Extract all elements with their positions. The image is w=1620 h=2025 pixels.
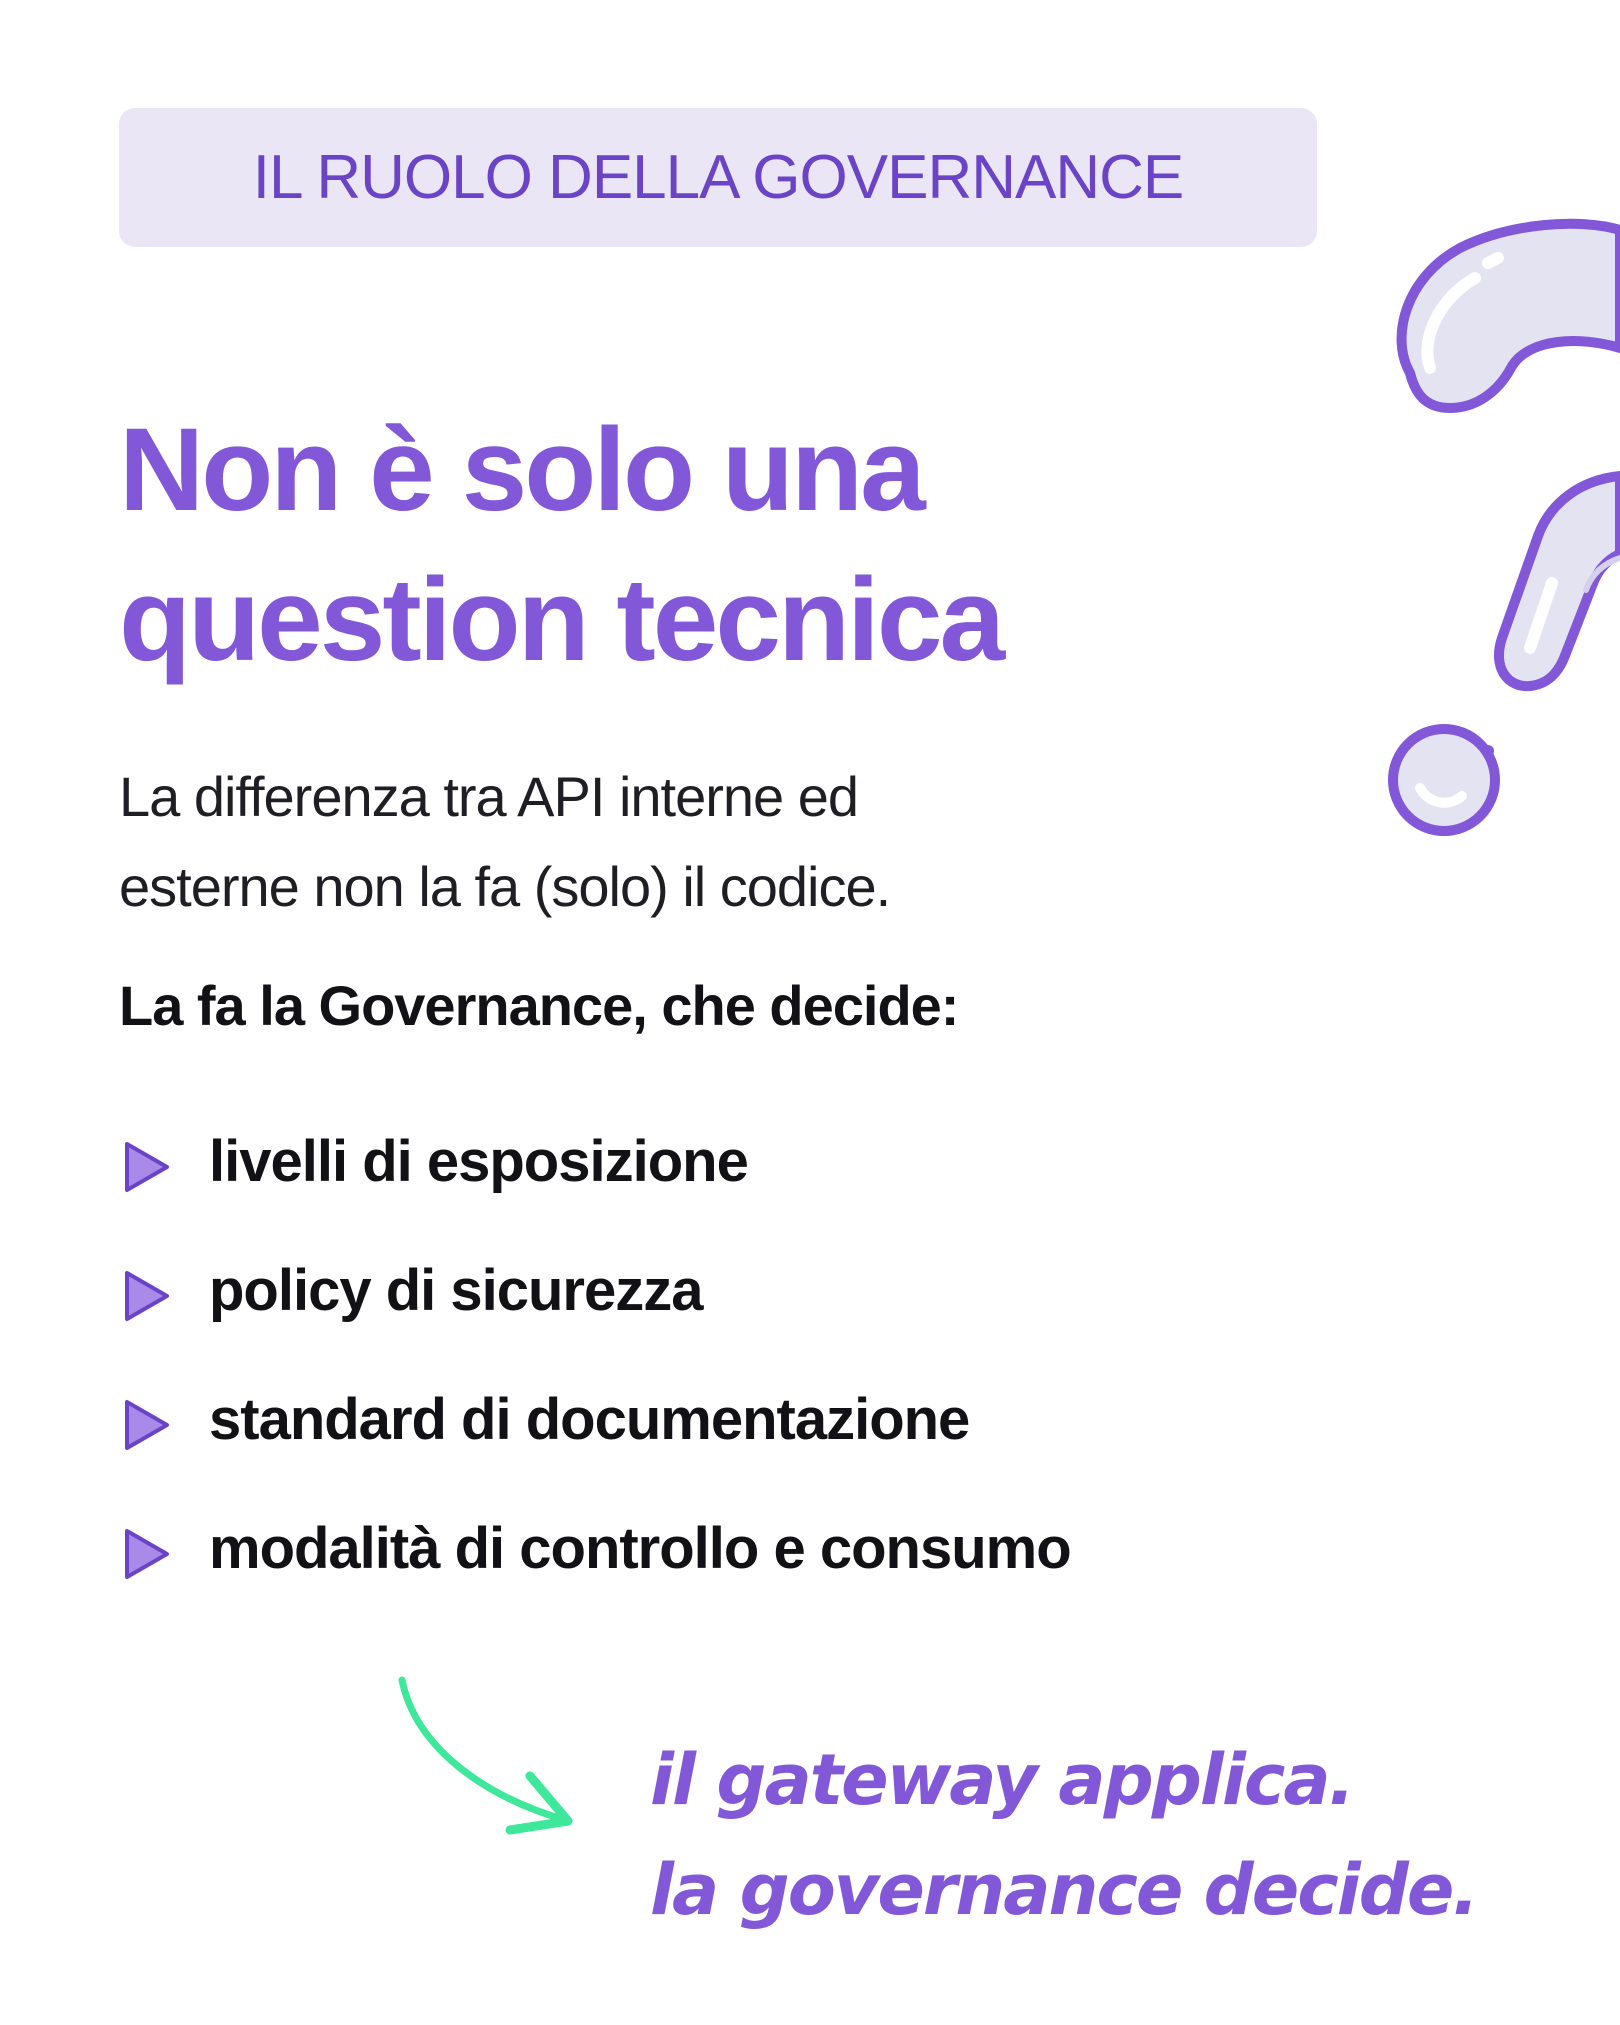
curved-arrow-icon — [390, 1670, 590, 1840]
play-triangle-icon — [119, 1136, 175, 1198]
play-triangle-icon — [119, 1394, 175, 1456]
list-item-label: policy di sicurezza — [209, 1258, 703, 1323]
page-title — [119, 395, 1002, 695]
list-item-label: standard di documentazione — [209, 1387, 970, 1452]
page-title-line-2: question tecnica — [119, 554, 1003, 686]
intro-line-2: esterne non la fa (solo) il codice. — [119, 855, 891, 918]
intro-paragraph — [119, 752, 890, 932]
play-triangle-icon — [119, 1523, 175, 1585]
section-tag-label: IL RUOLO DELLA GOVERNANCE — [252, 143, 1184, 212]
handwritten-note — [650, 1725, 1477, 1945]
intro-line-1: La differenza tra API interne ed — [119, 765, 859, 828]
handwritten-line-2: la governance decide. — [650, 1849, 1477, 1931]
handwritten-line-1: il gateway applica. — [650, 1739, 1354, 1821]
page-title-line-1: Non è solo una — [119, 404, 923, 536]
question-mark-icon — [1380, 218, 1620, 848]
list-item — [119, 1378, 1071, 1507]
list-item — [119, 1249, 1071, 1378]
list-item — [119, 1507, 1071, 1636]
play-triangle-icon — [119, 1265, 175, 1327]
lead-text: La fa la Governance, che decide: — [119, 974, 959, 1037]
list-item-label: livelli di esposizione — [209, 1129, 748, 1194]
decision-list — [119, 1120, 1071, 1636]
section-tag — [119, 108, 1317, 247]
list-item-label: modalità di controllo e consumo — [209, 1516, 1071, 1581]
list-item — [119, 1120, 1071, 1249]
